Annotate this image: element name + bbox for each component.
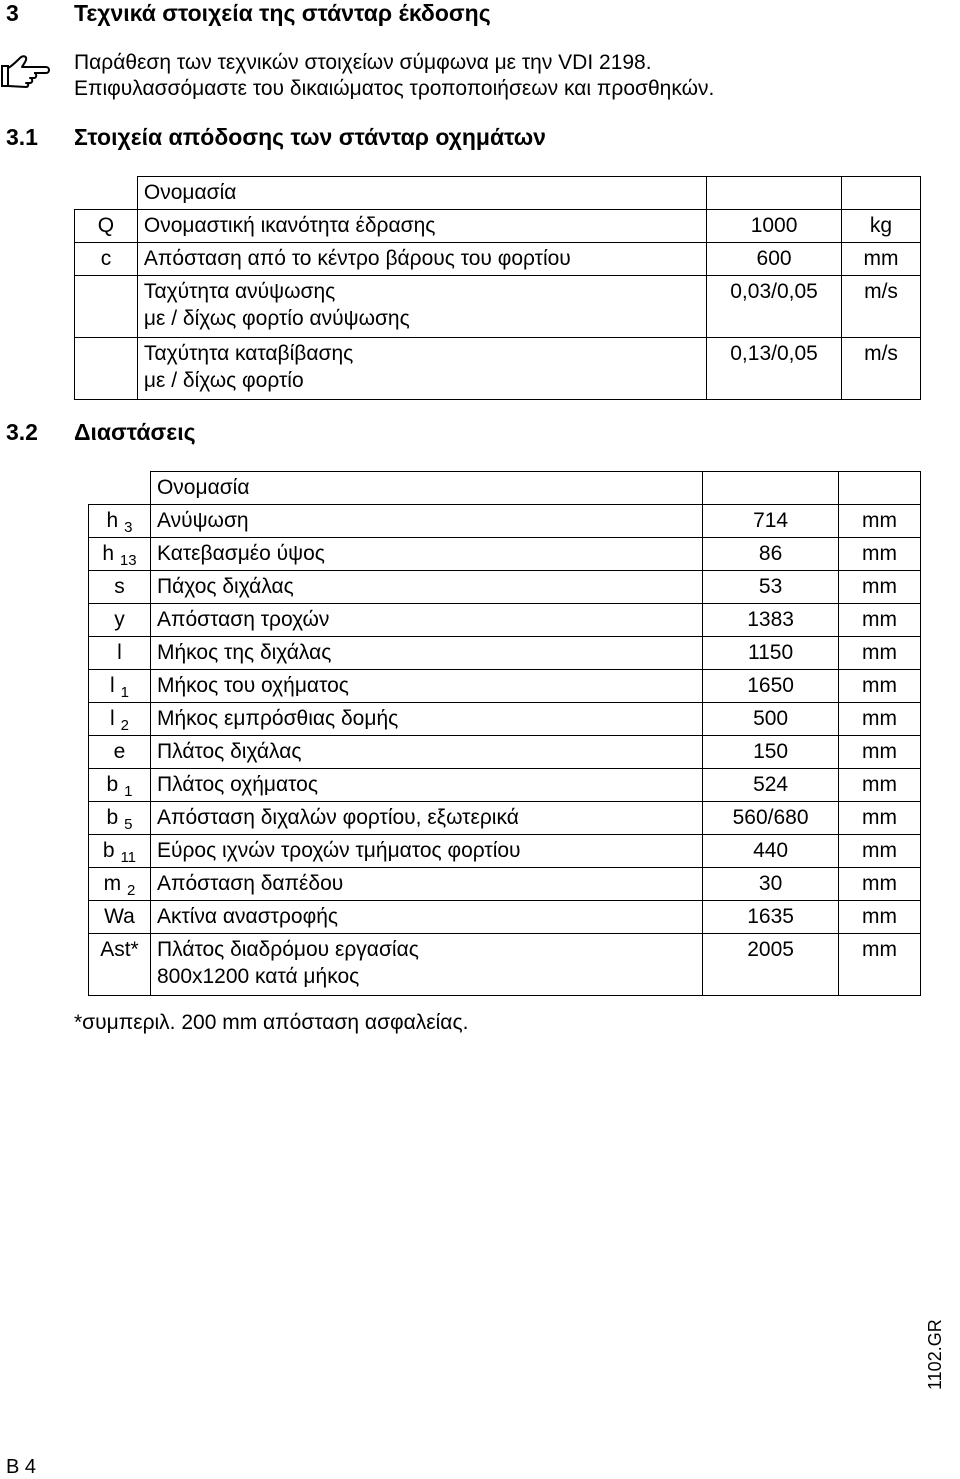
dimensions-table-body [89,472,921,996]
table-row [89,670,921,703]
performance-table [74,176,921,400]
row-unit: mm [839,538,921,571]
row-name-line-1: Απόσταση δαπέδου [156,872,344,895]
symbol-text: h [102,542,115,565]
header-value-cell [703,472,839,505]
row-name [150,571,702,604]
row-name-line-1: Ταχύτητα καταβίβασης [143,342,354,365]
row-name [137,243,706,276]
row-symbol [89,505,151,538]
note-line-1: Παράθεση των τεχνικών στοιχείων σύμφωνα με την VDI 2198. [74,51,652,74]
row-name-line-1: Απόσταση τροχών [156,608,330,631]
row-name-line-1: Πλάτος διχάλας [156,740,302,763]
row-symbol [89,703,151,736]
table-header-row [75,177,921,210]
footnote: *συμπεριλ. 200 mm απόσταση ασφαλείας. [74,1011,469,1034]
row-value: 524 [703,769,839,802]
row-name-line-2: 800x1200 κατά μήκος [156,965,360,988]
row-value: 1150 [703,637,839,670]
document-code: 1102.GR [925,1319,945,1390]
table-row [89,868,921,901]
row-value: 1383 [703,604,839,637]
symbol-text: h [106,509,119,532]
header-sym-cell [89,472,151,505]
row-unit: mm [839,670,921,703]
row-name [150,802,702,835]
row-name-line-1: Κατεβασμέο ύψος [156,542,325,565]
table-row [89,934,921,996]
row-unit: mm [839,835,921,868]
symbol-text: e [113,740,126,763]
symbol-text: Q [97,214,115,237]
row-name-line-1: Απόσταση από το κέντρο βάρους του φορτίου [143,247,571,270]
row-name-line-1: Ονομαστική ικανότητα έδρασης [143,214,436,237]
header-value-cell [707,177,842,210]
row-value: 560/680 [703,802,839,835]
header-name-cell: Ονομασία [137,177,706,210]
row-name [150,769,702,802]
row-name [137,338,706,400]
table-row [89,802,921,835]
header-unit-cell [842,177,921,210]
row-symbol [75,338,138,400]
row-name [150,736,702,769]
row-symbol [89,802,151,835]
row-unit: mm [839,901,921,934]
row-unit: mm [839,604,921,637]
symbol-subscript: 3 [124,519,133,536]
row-unit: mm [839,571,921,604]
symbol-subscript: 13 [119,552,137,569]
row-name-line-2: με / δίχως φορτίο [143,369,304,392]
symbol-text: Wa [104,905,135,928]
row-unit: mm [839,769,921,802]
table-header-row [89,472,921,505]
row-name [137,276,706,338]
row-value: 30 [703,868,839,901]
row-value: 714 [703,505,839,538]
page-number: B 4 [6,1456,37,1478]
row-symbol [75,243,138,276]
row-name-line-1: Μήκος του οχήματος [156,674,349,697]
symbol-text: b [106,806,119,829]
row-name [150,604,702,637]
row-unit: m/s [842,276,921,338]
row-name-line-1: Ανύψωση [156,509,249,532]
row-symbol [75,276,138,338]
row-symbol [89,868,151,901]
symbol-text: b [106,773,119,796]
row-value: 0,03/0,05 [707,276,842,338]
row-name-line-1: Μήκος της διχάλας [156,641,332,664]
symbol-text: Ast* [100,938,139,961]
row-name [150,670,702,703]
section-3-1-title: Στοιχεία απόδοσης των στάνταρ οχημάτων [74,124,546,150]
symbol-text: l [110,674,115,697]
table-row [89,571,921,604]
row-name [150,703,702,736]
row-name [150,538,702,571]
symbol-text: y [114,608,125,631]
table-row [75,210,921,243]
table-row [89,736,921,769]
row-unit: mm [839,934,921,996]
symbol-text: b [102,839,115,862]
table-row [89,769,921,802]
row-symbol [89,538,151,571]
table-row [89,703,921,736]
row-name [150,505,702,538]
row-unit: mm [839,505,921,538]
row-symbol [89,604,151,637]
performance-table-body [75,177,921,400]
header-name-cell: Ονομασία [150,472,702,505]
row-unit: mm [842,243,921,276]
symbol-text: l [110,707,115,730]
symbol-text: l [117,641,122,664]
table-row [89,901,921,934]
symbol-text: c [100,247,112,270]
header-unit-cell [839,472,921,505]
row-name [137,210,706,243]
section-3-1-number: 3.1 [6,124,38,150]
row-symbol [89,901,151,934]
row-name-line-1: Εύρος ιχνών τροχών τμήματος φορτίου [156,839,521,862]
row-name [150,868,702,901]
row-symbol [89,934,151,996]
row-symbol [89,637,151,670]
row-unit: m/s [842,338,921,400]
table-row [75,276,921,338]
symbol-subscript: 5 [124,816,133,833]
row-value: 1635 [703,901,839,934]
row-unit: mm [839,802,921,835]
symbol-subscript: 1 [124,783,133,800]
row-value: 2005 [703,934,839,996]
symbol-subscript: 1 [120,684,129,701]
table-row [75,243,921,276]
row-symbol [89,736,151,769]
row-name-line-2: με / δίχως φορτίο ανύψωσης [143,307,410,330]
row-value: 1650 [703,670,839,703]
table-row [89,835,921,868]
row-symbol [89,835,151,868]
row-symbol [75,210,138,243]
row-name [150,934,702,996]
row-value: 0,13/0,05 [707,338,842,400]
row-value: 1000 [707,210,842,243]
table-row [89,637,921,670]
row-unit: kg [842,210,921,243]
symbol-subscript: 11 [120,849,137,866]
row-name-line-1: Ταχύτητα ανύψωσης [143,280,336,303]
row-symbol [89,670,151,703]
row-value: 440 [703,835,839,868]
row-value: 150 [703,736,839,769]
table-row [89,604,921,637]
row-unit: mm [839,868,921,901]
symbol-subscript: 2 [126,882,136,899]
section-3-2-number: 3.2 [6,419,38,445]
row-value: 600 [707,243,842,276]
section-3-number: 3 [6,0,19,26]
row-name-line-1: Πλάτος διαδρόμου εργασίας [156,938,419,961]
row-value: 500 [703,703,839,736]
row-name [150,835,702,868]
row-unit: mm [839,637,921,670]
section-3-2-title: Διαστάσεις [74,419,196,445]
table-row [89,538,921,571]
row-value: 86 [703,538,839,571]
symbol-text: s [114,575,125,598]
row-value: 53 [703,571,839,604]
header-sym-cell [75,177,138,210]
row-name-line-1: Πλάτος οχήματος [156,773,318,796]
row-symbol [89,769,151,802]
dimensions-table [88,471,921,996]
row-name-line-1: Πάχος διχάλας [156,575,294,598]
row-unit: mm [839,736,921,769]
row-unit: mm [839,703,921,736]
section-3-title: Τεχνικά στοιχεία της στάνταρ έκδοσης [74,0,491,26]
row-name-line-1: Ακτίνα αναστροφής [156,905,338,928]
row-name [150,901,702,934]
row-symbol [89,571,151,604]
note-line-2: Επιφυλασσόμαστε του δικαιώματος τροποποιήσεων και προσθηκών. [74,77,715,100]
symbol-text: m [103,872,122,895]
table-row [89,505,921,538]
table-row [75,338,921,400]
pointing-hand-icon [0,52,52,92]
row-name-line-1: Απόσταση διχαλών φορτίου, εξωτερικά [156,806,519,829]
symbol-subscript: 2 [120,717,129,734]
row-name [150,637,702,670]
row-name-line-1: Μήκος εμπρόσθιας δομής [156,707,399,730]
